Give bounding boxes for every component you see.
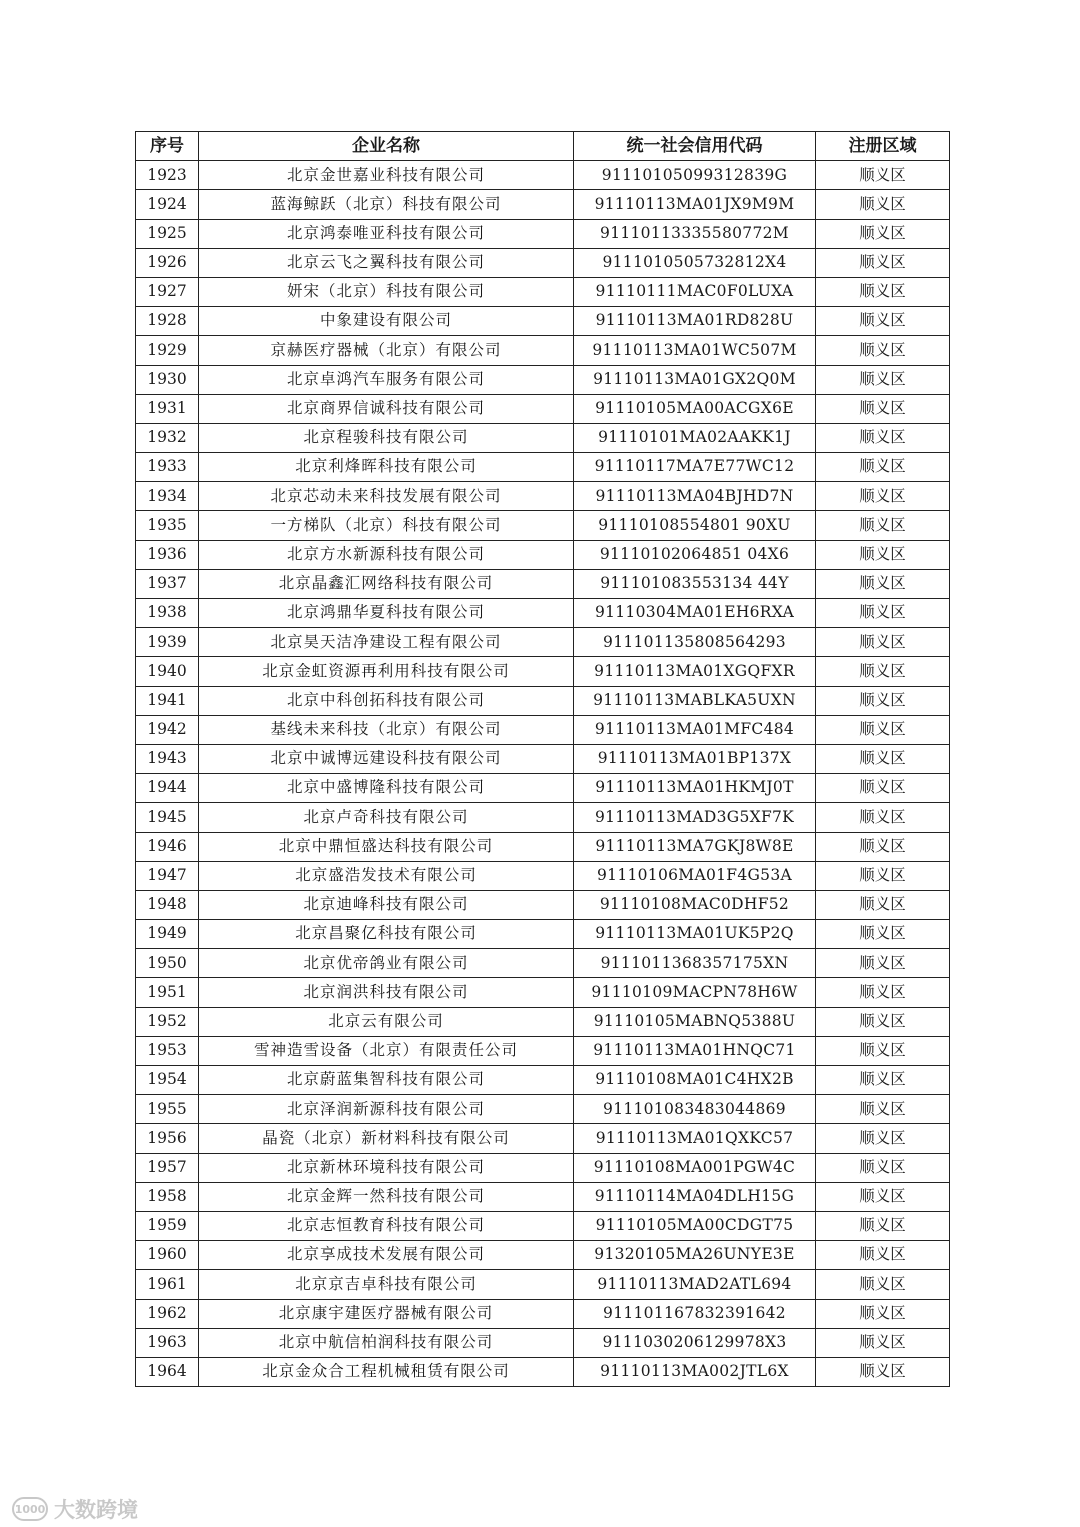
company-name: 北京芯动未来科技发展有限公司 — [199, 482, 574, 511]
credit-code: 91110113MA002JTL6X — [574, 1357, 816, 1386]
region: 顺义区 — [816, 920, 950, 949]
region: 顺义区 — [816, 1036, 950, 1065]
table-row — [136, 890, 950, 919]
credit-code: 91110113MA01BP137X — [574, 744, 816, 773]
company-name: 一方梯队（北京）科技有限公司 — [199, 511, 574, 540]
region: 顺义区 — [816, 861, 950, 890]
region: 顺义区 — [816, 1211, 950, 1240]
company-name: 北京商界信诚科技有限公司 — [199, 394, 574, 423]
row-index: 1952 — [136, 1007, 199, 1036]
table-row — [136, 744, 950, 773]
region: 顺义区 — [816, 949, 950, 978]
company-name: 北京云有限公司 — [199, 1007, 574, 1036]
region: 顺义区 — [816, 453, 950, 482]
region: 顺义区 — [816, 744, 950, 773]
company-name: 妍宋（北京）科技有限公司 — [199, 277, 574, 306]
row-index: 1937 — [136, 569, 199, 598]
header-credit-code: 统一社会信用代码 — [574, 132, 816, 161]
row-index: 1940 — [136, 657, 199, 686]
credit-code: 91110113MA01XGQFXR — [574, 657, 816, 686]
table-row — [136, 861, 950, 890]
row-index: 1938 — [136, 599, 199, 628]
company-name: 北京昌聚亿科技有限公司 — [199, 920, 574, 949]
row-index: 1947 — [136, 861, 199, 890]
region: 顺义区 — [816, 540, 950, 569]
company-name: 京赫医疗器械（北京）有限公司 — [199, 336, 574, 365]
table-row — [136, 1124, 950, 1153]
credit-code: 91110113MA01HNQC71 — [574, 1036, 816, 1065]
row-index: 1955 — [136, 1095, 199, 1124]
row-index: 1923 — [136, 161, 199, 190]
region: 顺义区 — [816, 1095, 950, 1124]
row-index: 1956 — [136, 1124, 199, 1153]
table-row — [136, 1066, 950, 1095]
region: 顺义区 — [816, 511, 950, 540]
credit-code: 91110113MA7GKJ8W8E — [574, 832, 816, 861]
credit-code: 91110108MA001PGW4C — [574, 1153, 816, 1182]
row-index: 1929 — [136, 336, 199, 365]
company-name: 北京中科创拓科技有限公司 — [199, 686, 574, 715]
credit-code: 91110113MA01HKMJ0T — [574, 774, 816, 803]
credit-code: 91110113MABLKA5UXN — [574, 686, 816, 715]
row-index: 1954 — [136, 1066, 199, 1095]
company-name: 北京金辉一然科技有限公司 — [199, 1182, 574, 1211]
table-row — [136, 1095, 950, 1124]
row-index: 1941 — [136, 686, 199, 715]
table-row — [136, 277, 950, 306]
credit-code: 91110101MA02AAKK1J — [574, 423, 816, 452]
region: 顺义区 — [816, 219, 950, 248]
header-region: 注册区域 — [816, 132, 950, 161]
table-row — [136, 1328, 950, 1357]
row-index: 1960 — [136, 1241, 199, 1270]
region: 顺义区 — [816, 1182, 950, 1211]
credit-code: 91110113MA01JX9M9M — [574, 190, 816, 219]
row-index: 1924 — [136, 190, 199, 219]
credit-code: 91110113MA01RD828U — [574, 307, 816, 336]
row-index: 1930 — [136, 365, 199, 394]
credit-code: 91110105MABNQ5388U — [574, 1007, 816, 1036]
table-row — [136, 161, 950, 190]
credit-code: 91110113335580772M — [574, 219, 816, 248]
company-name: 北京云飞之翼科技有限公司 — [199, 248, 574, 277]
row-index: 1945 — [136, 803, 199, 832]
region: 顺义区 — [816, 394, 950, 423]
region: 顺义区 — [816, 978, 950, 1007]
table-row — [136, 832, 950, 861]
table-row — [136, 1153, 950, 1182]
row-index: 1931 — [136, 394, 199, 423]
credit-code: 91110113MA01QXKC57 — [574, 1124, 816, 1153]
row-index: 1944 — [136, 774, 199, 803]
credit-code: 91110113MA01MFC484 — [574, 715, 816, 744]
table-row — [136, 657, 950, 686]
header-company-name: 企业名称 — [199, 132, 574, 161]
region: 顺义区 — [816, 890, 950, 919]
row-index: 1962 — [136, 1299, 199, 1328]
company-name: 北京康宇建医疗器械有限公司 — [199, 1299, 574, 1328]
table-row — [136, 1357, 950, 1386]
credit-code: 91110108554801 90XU — [574, 511, 816, 540]
credit-code: 91110113MA01WC507M — [574, 336, 816, 365]
company-name: 北京方水新源科技有限公司 — [199, 540, 574, 569]
credit-code: 91110108MA01C4HX2B — [574, 1066, 816, 1095]
credit-code: 91110113MA01GX2Q0M — [574, 365, 816, 394]
table-row — [136, 1270, 950, 1299]
row-index: 1943 — [136, 744, 199, 773]
row-index: 1926 — [136, 248, 199, 277]
credit-code: 91110113MA04BJHD7N — [574, 482, 816, 511]
table-row — [136, 540, 950, 569]
table-row — [136, 686, 950, 715]
credit-code: 9111030206129978X3 — [574, 1328, 816, 1357]
region: 顺义区 — [816, 1124, 950, 1153]
credit-code: 91110117MA7E77WC12 — [574, 453, 816, 482]
credit-code: 91110105099312839G — [574, 161, 816, 190]
region: 顺义区 — [816, 482, 950, 511]
company-name: 北京卢奇科技有限公司 — [199, 803, 574, 832]
credit-code: 91110105MA00ACGX6E — [574, 394, 816, 423]
table-row — [136, 453, 950, 482]
row-index: 1939 — [136, 628, 199, 657]
company-name: 北京中鼎恒盛达科技有限公司 — [199, 832, 574, 861]
region: 顺义区 — [816, 1153, 950, 1182]
row-index: 1927 — [136, 277, 199, 306]
company-name: 北京泽润新源科技有限公司 — [199, 1095, 574, 1124]
company-name: 北京卓鸿汽车服务有限公司 — [199, 365, 574, 394]
row-index: 1948 — [136, 890, 199, 919]
company-name: 北京鸿泰唯亚科技有限公司 — [199, 219, 574, 248]
company-name: 北京鸿鼎华夏科技有限公司 — [199, 599, 574, 628]
company-name: 北京京吉卓科技有限公司 — [199, 1270, 574, 1299]
region: 顺义区 — [816, 628, 950, 657]
company-name: 北京金虹资源再利用科技有限公司 — [199, 657, 574, 686]
table-row — [136, 190, 950, 219]
header-index: 序号 — [136, 132, 199, 161]
company-name: 北京蔚蓝集智科技有限公司 — [199, 1066, 574, 1095]
table-row — [136, 774, 950, 803]
region: 顺义区 — [816, 423, 950, 452]
company-name: 北京中航信柏润科技有限公司 — [199, 1328, 574, 1357]
table-row — [136, 949, 950, 978]
table-row — [136, 978, 950, 1007]
credit-code: 9111011368357175XN — [574, 949, 816, 978]
credit-code: 91110102064851 04X6 — [574, 540, 816, 569]
region: 顺义区 — [816, 803, 950, 832]
table-row — [136, 1299, 950, 1328]
credit-code: 91110108MAC0DHF52 — [574, 890, 816, 919]
company-name: 北京润洪科技有限公司 — [199, 978, 574, 1007]
table-row — [136, 394, 950, 423]
table-row — [136, 365, 950, 394]
row-index: 1959 — [136, 1211, 199, 1240]
table-row — [136, 1211, 950, 1240]
table-row — [136, 803, 950, 832]
table-row — [136, 599, 950, 628]
table-row — [136, 248, 950, 277]
header-row — [136, 132, 950, 161]
company-name: 基线未来科技（北京）有限公司 — [199, 715, 574, 744]
company-name: 北京新林环境科技有限公司 — [199, 1153, 574, 1182]
table-row — [136, 1036, 950, 1065]
row-index: 1933 — [136, 453, 199, 482]
row-index: 1964 — [136, 1357, 199, 1386]
credit-code: 911101135808564293 — [574, 628, 816, 657]
credit-code: 91110111MAC0F0LUXA — [574, 277, 816, 306]
company-name: 北京中盛博隆科技有限公司 — [199, 774, 574, 803]
enterprise-table — [135, 131, 950, 1387]
row-index: 1963 — [136, 1328, 199, 1357]
credit-code: 91110304MA01EH6RXA — [574, 599, 816, 628]
credit-code: 91110114MA04DLH15G — [574, 1182, 816, 1211]
company-name: 蓝海鲸跃（北京）科技有限公司 — [199, 190, 574, 219]
region: 顺义区 — [816, 686, 950, 715]
credit-code: 9111010505732812X4 — [574, 248, 816, 277]
table-row — [136, 1182, 950, 1211]
credit-code: 911101167832391642 — [574, 1299, 816, 1328]
company-name: 北京金众合工程机械租赁有限公司 — [199, 1357, 574, 1386]
row-index: 1935 — [136, 511, 199, 540]
table-row — [136, 423, 950, 452]
company-name: 北京中诚博远建设科技有限公司 — [199, 744, 574, 773]
region: 顺义区 — [816, 715, 950, 744]
table-row — [136, 628, 950, 657]
company-name: 中象建设有限公司 — [199, 307, 574, 336]
row-index: 1934 — [136, 482, 199, 511]
credit-code: 91320105MA26UNYE3E — [574, 1241, 816, 1270]
region: 顺义区 — [816, 277, 950, 306]
region: 顺义区 — [816, 161, 950, 190]
region: 顺义区 — [816, 307, 950, 336]
credit-code: 911101083553134 44Y — [574, 569, 816, 598]
row-index: 1950 — [136, 949, 199, 978]
table-row — [136, 920, 950, 949]
company-name: 北京盛浩发技术有限公司 — [199, 861, 574, 890]
region: 顺义区 — [816, 774, 950, 803]
row-index: 1942 — [136, 715, 199, 744]
watermark-text: 大数跨境 — [54, 1498, 138, 1522]
watermark — [12, 1494, 138, 1524]
company-name: 晶瓷（北京）新材料科技有限公司 — [199, 1124, 574, 1153]
row-index: 1958 — [136, 1182, 199, 1211]
company-name: 北京金世嘉业科技有限公司 — [199, 161, 574, 190]
table-row — [136, 511, 950, 540]
row-index: 1961 — [136, 1270, 199, 1299]
company-name: 北京晶鑫汇网络科技有限公司 — [199, 569, 574, 598]
credit-code: 91110105MA00CDGT75 — [574, 1211, 816, 1240]
row-index: 1932 — [136, 423, 199, 452]
row-index: 1949 — [136, 920, 199, 949]
credit-code: 91110113MAD2ATL694 — [574, 1270, 816, 1299]
row-index: 1936 — [136, 540, 199, 569]
region: 顺义区 — [816, 599, 950, 628]
company-name: 北京志恒教育科技有限公司 — [199, 1211, 574, 1240]
watermark-logo-icon: 1000 — [12, 1497, 48, 1521]
region: 顺义区 — [816, 1241, 950, 1270]
region: 顺义区 — [816, 1007, 950, 1036]
company-name: 北京程骏科技有限公司 — [199, 423, 574, 452]
table-row — [136, 219, 950, 248]
credit-code: 91110113MA01UK5P2Q — [574, 920, 816, 949]
region: 顺义区 — [816, 832, 950, 861]
table-row — [136, 307, 950, 336]
region: 顺义区 — [816, 336, 950, 365]
table-row — [136, 1007, 950, 1036]
region: 顺义区 — [816, 1328, 950, 1357]
row-index: 1925 — [136, 219, 199, 248]
table-row — [136, 715, 950, 744]
credit-code: 91110113MAD3G5XF7K — [574, 803, 816, 832]
credit-code: 91110109MACPN78H6W — [574, 978, 816, 1007]
region: 顺义区 — [816, 569, 950, 598]
row-index: 1957 — [136, 1153, 199, 1182]
company-name: 北京优帝鸽业有限公司 — [199, 949, 574, 978]
table-row — [136, 569, 950, 598]
region: 顺义区 — [816, 1270, 950, 1299]
company-name: 北京利烽晖科技有限公司 — [199, 453, 574, 482]
table-row — [136, 1241, 950, 1270]
company-name: 北京迪峰科技有限公司 — [199, 890, 574, 919]
row-index: 1928 — [136, 307, 199, 336]
credit-code: 911101083483044869 — [574, 1095, 816, 1124]
table-row — [136, 482, 950, 511]
company-name: 北京昊天洁净建设工程有限公司 — [199, 628, 574, 657]
credit-code: 91110106MA01F4G53A — [574, 861, 816, 890]
table-row — [136, 336, 950, 365]
region: 顺义区 — [816, 1299, 950, 1328]
region: 顺义区 — [816, 248, 950, 277]
row-index: 1951 — [136, 978, 199, 1007]
region: 顺义区 — [816, 190, 950, 219]
region: 顺义区 — [816, 1066, 950, 1095]
region: 顺义区 — [816, 657, 950, 686]
row-index: 1953 — [136, 1036, 199, 1065]
company-name: 北京享成技术发展有限公司 — [199, 1241, 574, 1270]
company-name: 雪神造雪设备（北京）有限责任公司 — [199, 1036, 574, 1065]
row-index: 1946 — [136, 832, 199, 861]
region: 顺义区 — [816, 365, 950, 394]
region: 顺义区 — [816, 1357, 950, 1386]
